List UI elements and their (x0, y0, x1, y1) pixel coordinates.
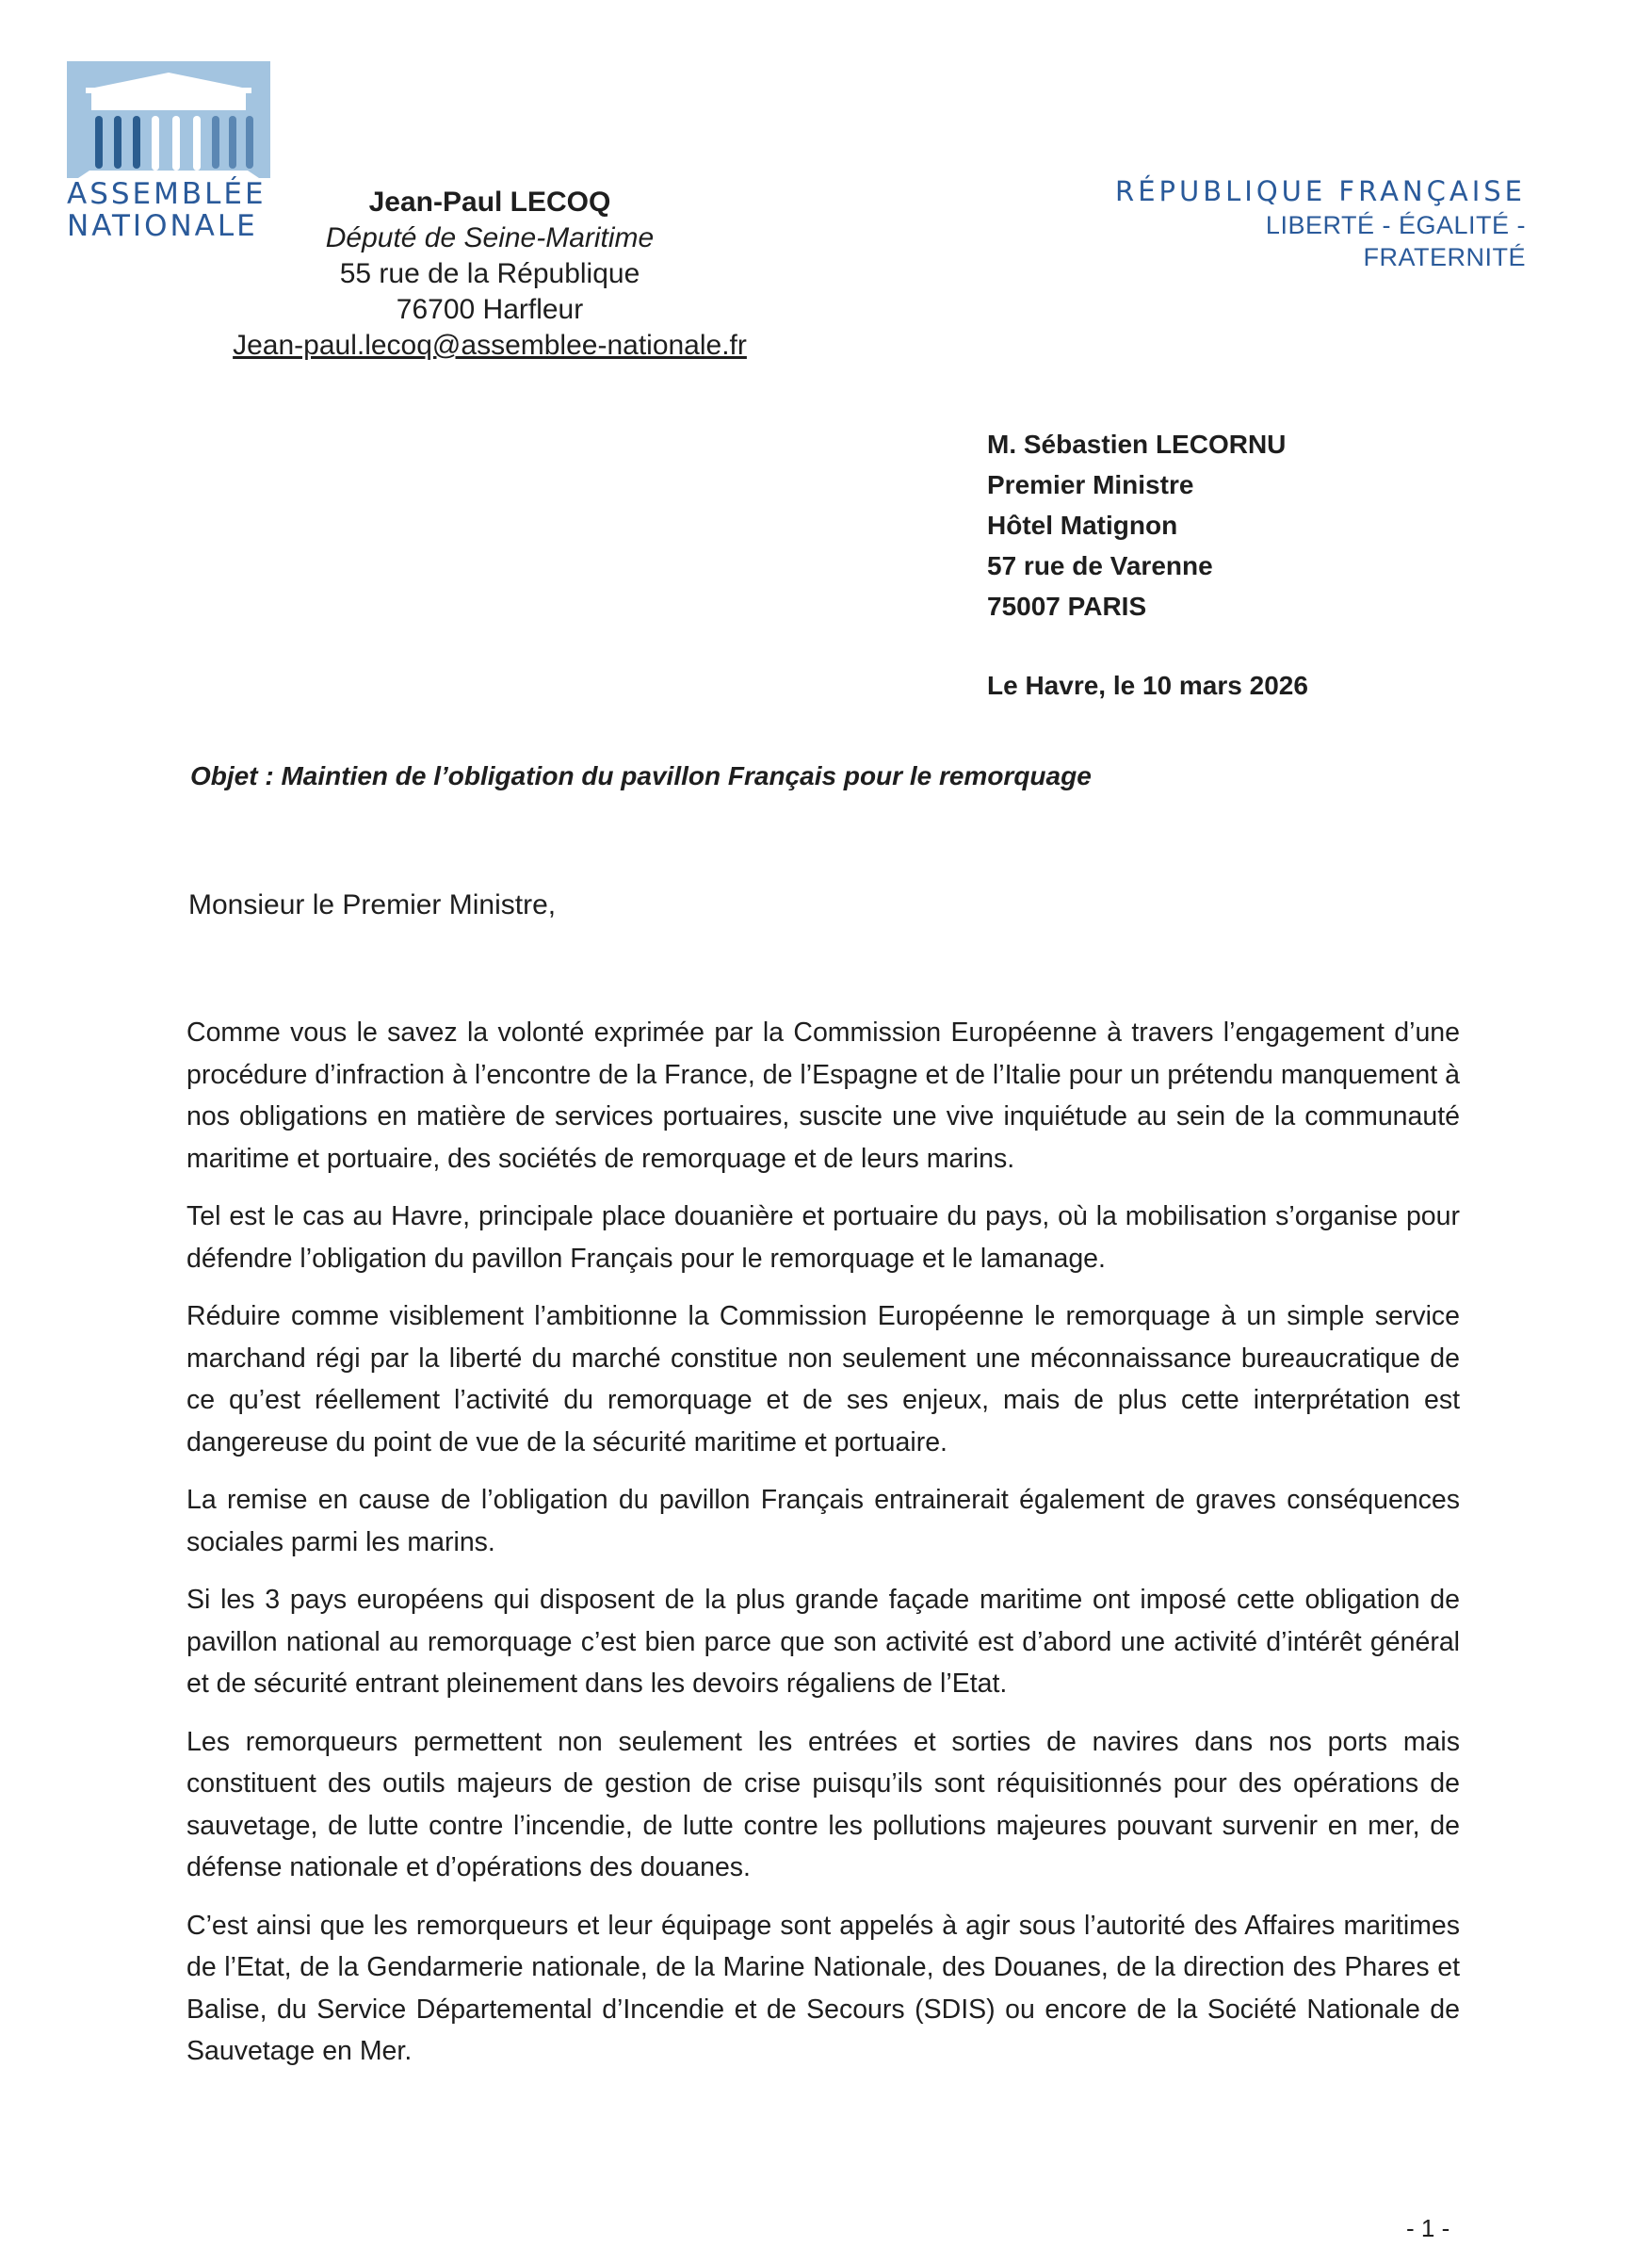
assemblee-nationale-building-icon (67, 61, 270, 178)
sender-city: 76700 Harfleur (396, 294, 584, 325)
recipient-building: Hôtel Matignon (987, 511, 1178, 540)
paragraph: Si les 3 pays européens qui disposent de la plus grande façade maritime ont imposé cette obligation de pavillon national au remorquage c’est bien parce que son activité est d’abord une activité d’intérêt général et de sécurité entrant pleinement dans les devoirs régaliens de l’Etat. (186, 1585, 1460, 1699)
paragraph: La remise en cause de l’obligation du pavillon Français entrainerait également de graves conséquences sociales parmi les marins. (186, 1485, 1460, 1557)
recipient-block (987, 424, 1286, 627)
sender-email-link[interactable]: Jean-paul.lecoq@assemblee-nationale.fr (233, 330, 747, 361)
logo-text-assemblee: ASSEMBLÉE (67, 177, 267, 211)
recipient-title: Premier Ministre (987, 470, 1194, 499)
logo-text-nationale: NATIONALE (67, 209, 258, 243)
paragraph: Réduire comme visiblement l’ambitionne la Commission Européenne le remorquage à un simple service marchand régi par la liberté du marché constitue non seulement une méconnaissance bureaucratique de ce qu’est réellement l’activité du remorquage et de ses enjeux, mais de plus cette interprétation est dangereuse du point de vue de la sécurité maritime et portuaire. (186, 1301, 1460, 1457)
page-number: - 1 - (1406, 2214, 1450, 2242)
republic-title: RÉPUBLIQUE FRANÇAISE (1115, 175, 1526, 207)
salutation: Monsieur le Premier Ministre, (188, 889, 557, 920)
republic-motto: LIBERTÉ - ÉGALITÉ - FRATERNITÉ (1265, 211, 1526, 271)
recipient-street: 57 rue de Varenne (987, 551, 1213, 580)
letter-date: Le Havre, le 10 mars 2026 (987, 671, 1308, 700)
republic-header (1102, 173, 1526, 273)
letter-subject: Objet : Maintien de l’obligation du pavillon Français pour le remorquage (190, 761, 1092, 790)
sender-name: Jean-Paul LECOQ (368, 187, 611, 218)
paragraph: C’est ainsi que les remorqueurs et leur équipage sont appelés à agir sous l’autorité des Affaires maritimes de l’Etat, de la Gendarmerie nationale, de la Marine Nationale, des Douanes, de la direction des Phares et Balise, du Service Départemental d’Incendie et de Secours (SDIS) ou encore de la Société Nationale de Sauvetage en Mer. (186, 1910, 1460, 2066)
paragraph: Comme vous le savez la volonté exprimée par la Commission Européenne à travers l’engagement d’une procédure d’infraction à l’encontre de la France, de l’Espagne et de l’Italie pour un prétendu manquement à nos obligations en matière de services portuaires, suscite une vive inquiétude au sein de la communauté maritime et portuaire, des sociétés de remorquage et de leurs marins. (186, 1018, 1460, 1174)
recipient-city: 75007 PARIS (987, 592, 1147, 621)
sender-street: 55 rue de la République (339, 258, 640, 289)
sender-role: Député de Seine-Maritime (325, 222, 655, 253)
recipient-name: M. Sébastien LECORNU (987, 430, 1287, 459)
letter-body (186, 1012, 1460, 2089)
sender-block (188, 185, 791, 364)
paragraph: Tel est le cas au Havre, principale place douanière et portuaire du pays, où la mobilisation s’organise pour défendre l’obligation du pavillon Français pour le remorquage et le lamanage. (186, 1201, 1460, 1274)
paragraph: Les remorqueurs permettent non seulement les entrées et sorties de navires dans nos ports mais constituent des outils majeurs de gestion de crise puisqu’ils sont réquisitionnés pour des opérations de sauvetage, de lutte contre l’incendie, de lutte contre les pollutions majeures pouvant survenir en mer, de défense nationale et d’opérations des douanes. (186, 1726, 1460, 1882)
